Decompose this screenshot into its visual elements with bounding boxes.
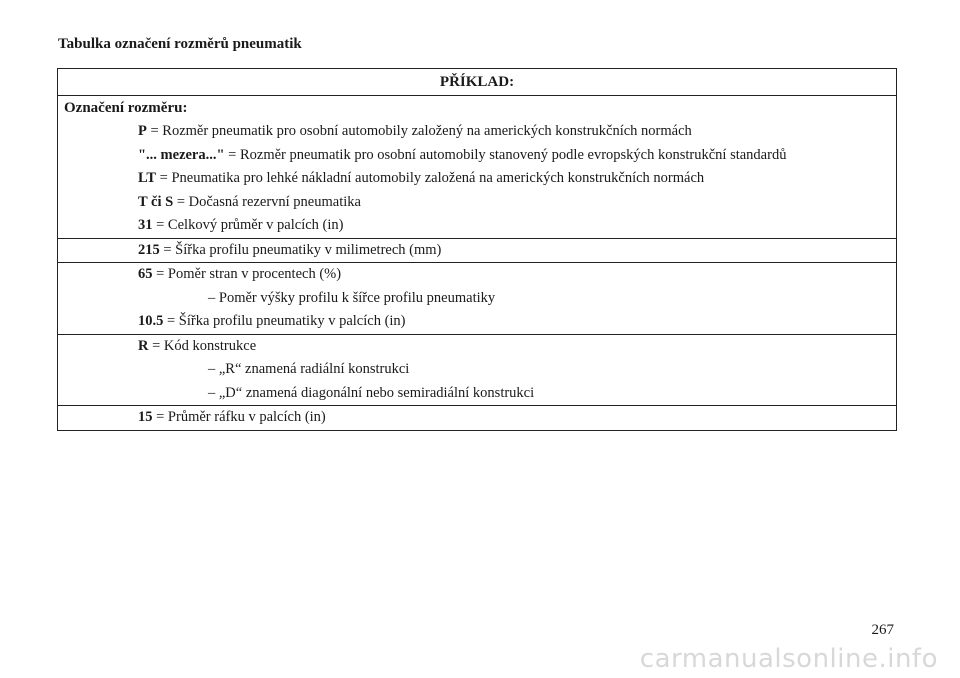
size-code-description: = Průměr ráfku v palcích (in) xyxy=(152,409,326,425)
size-code-term: T či S xyxy=(138,193,174,210)
table-body xyxy=(58,120,896,430)
size-code-term: 10.5 xyxy=(138,313,164,329)
size-code-term: 65 xyxy=(138,266,153,282)
table-line xyxy=(58,406,896,430)
page-number: 267 xyxy=(871,622,894,638)
size-code-description: = Celkový průměr v palcích (in) xyxy=(152,217,344,233)
table-row xyxy=(58,120,896,238)
size-code-description: = Pneumatika pro lehké nákladní automobily založená na amerických konstrukčních normách xyxy=(156,170,705,186)
section-title: Tabulka označení rozměrů pneumatik xyxy=(58,36,302,52)
table-header: PŘÍKLAD: xyxy=(439,74,515,90)
table-subline xyxy=(58,287,896,311)
size-code-term: P xyxy=(138,123,147,139)
table-line xyxy=(58,191,896,215)
table-line xyxy=(58,167,896,191)
size-code-term: LT xyxy=(138,170,157,186)
size-code-term: R xyxy=(138,337,149,354)
size-code-description: = Šířka profilu pneumatiky v milimetrech (mm) xyxy=(159,241,442,258)
table-line xyxy=(58,120,896,144)
size-code-description: = Šířka profilu pneumatiky v palcích (in) xyxy=(163,313,406,329)
tire-size-table xyxy=(57,68,897,431)
size-code-term: 15 xyxy=(138,409,153,425)
size-code-term: 31 xyxy=(138,217,153,233)
table-subline xyxy=(58,358,896,382)
size-code-description: = Poměr stran v procentech (%) xyxy=(152,266,342,282)
table-line xyxy=(58,310,896,334)
size-code-description: – „D“ znamená diagonální nebo semiradiální konstrukci xyxy=(208,384,535,401)
size-code-description: = Rozměr pneumatik pro osobní automobily založený na amerických konstrukčních normách xyxy=(146,123,692,139)
table-row xyxy=(58,262,896,334)
table-line xyxy=(58,214,896,238)
table-line xyxy=(58,335,896,359)
table-row xyxy=(58,405,896,430)
size-code-description: = Rozměr pneumatik pro osobní automobily stanovený podle evropských konstrukční standardů xyxy=(224,146,787,163)
table-subline xyxy=(58,382,896,406)
table-label: Označení rozměru: xyxy=(58,95,896,120)
table-line xyxy=(58,144,896,168)
size-code-description: = Dočasná rezervní pneumatika xyxy=(173,193,361,210)
size-code-description: – Poměr výšky profilu k šířce profilu pneumatiky xyxy=(208,289,496,306)
table-row xyxy=(58,334,896,406)
table-line xyxy=(58,239,896,263)
size-code-term: 215 xyxy=(138,241,160,258)
watermark: carmanualsonline.info xyxy=(639,644,938,674)
size-code-description: – „R“ znamená radiální konstrukci xyxy=(208,361,410,377)
size-code-description: = Kód konstrukce xyxy=(148,337,257,354)
table-line xyxy=(58,263,896,287)
table-row xyxy=(58,238,896,263)
size-code-term: "... mezera..." xyxy=(138,146,225,163)
